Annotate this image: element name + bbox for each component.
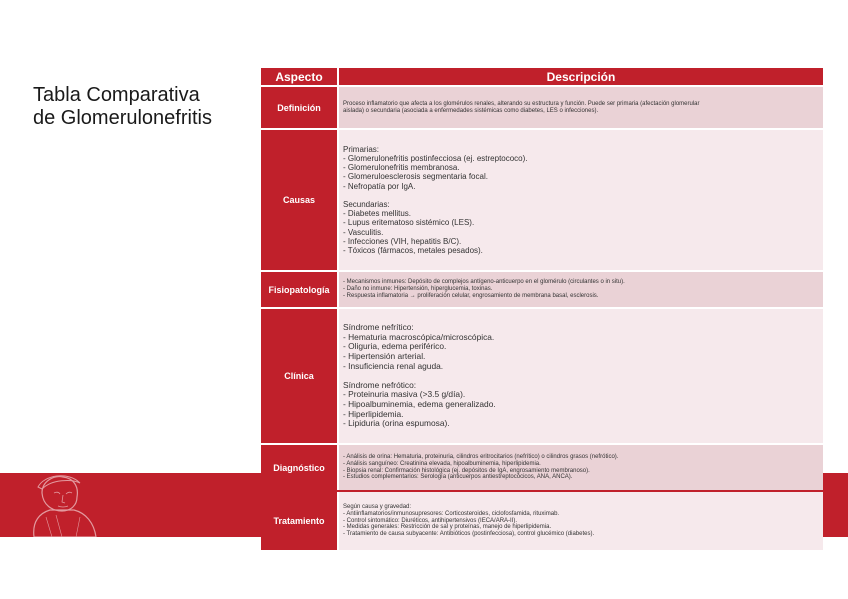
aspect-cell: Definición xyxy=(261,87,337,128)
description-line: - Tóxicos (fármacos, metales pesados). xyxy=(343,245,483,255)
description-line xyxy=(343,191,819,200)
description-cell xyxy=(337,445,823,490)
description-line: - Estudios complementarios: Serología (anticuerpos antiestreptocócicos, ANA, ANCA). xyxy=(343,474,573,481)
description-cell xyxy=(337,492,823,550)
description-line: - Oliguria, edema periférico. xyxy=(343,341,447,352)
description-line: - Antiinflamatorios/inmunosupresores: Corticosteroides, ciclofosfamida, rituximab. xyxy=(343,510,560,517)
description-line: - Diabetes mellitus. xyxy=(343,209,412,219)
description-cell xyxy=(337,130,823,270)
description-line: - Hipoalbuminemia, edema generalizado. xyxy=(343,399,496,410)
table-row xyxy=(261,130,823,270)
table-row xyxy=(261,87,823,128)
description-line: - Hematuria macroscópica/microscópica. xyxy=(343,331,495,342)
title-line-1: Tabla Comparativa xyxy=(33,84,200,106)
description-line: - Mecanismos inmunes: Depósito de complejos antígeno-anticuerpo en el glomérulo (circulantes o in situ). xyxy=(343,279,625,286)
description-line: - Vasculitis. xyxy=(343,227,384,237)
description-line: - Infecciones (VIH, hepatitis B/C). xyxy=(343,236,462,246)
portrait-logo xyxy=(16,473,116,537)
description-line: - Lipiduria (orina espumosa). xyxy=(343,418,450,429)
comparison-table xyxy=(261,66,823,552)
description-line: - Glomerulonefritis postinfecciosa (ej. estreptococo). xyxy=(343,154,528,164)
header-row xyxy=(261,68,823,85)
description-line: aislada) o secundaria (asociada a enfermedades sistémicas como diabetes, LES o infecciones). xyxy=(343,107,599,114)
description-line: - Respuesta inflamatoria → proliferación celular, engrosamiento de membrana basal, esclerosis. xyxy=(343,292,599,299)
description-line: Proceso inflamatorio que afecta a los glomérulos renales, alterando su estructura y función. Puede ser primaria (afectación glomerular xyxy=(343,100,700,107)
aspect-cell: Diagnóstico xyxy=(261,445,337,490)
aspect-cell: Tratamiento xyxy=(261,492,337,550)
description-line: - Medidas generales: Restricción de sal y proteínas, manejo de hiperlipidemia. xyxy=(343,524,552,531)
table-row xyxy=(261,309,823,443)
description-line: - Tratamiento de causa subyacente: Antibióticos (postinfecciosa), control glucémico (diabetes). xyxy=(343,531,595,538)
description-line: - Hiperlipidemia. xyxy=(343,408,404,419)
description-line: - Glomeruloesclerosis segmentaria focal. xyxy=(343,172,488,182)
description-line: - Glomerulonefritis membranosa. xyxy=(343,163,460,173)
description-line: Primarias: xyxy=(343,144,380,154)
description-cell xyxy=(337,87,823,128)
description-line: - Nefropatía por IgA. xyxy=(343,181,416,191)
aspect-cell: Causas xyxy=(261,130,337,270)
description-cell xyxy=(337,309,823,443)
table-row xyxy=(261,272,823,307)
description-line: - Insuficiencia renal aguda. xyxy=(343,360,444,371)
description-line: - Hipertensión arterial. xyxy=(343,350,426,361)
description-line: - Proteinuria masiva (>3.5 g/día). xyxy=(343,389,466,400)
description-line: - Control sintomático: Diuréticos, antihipertensivos (IECA/ARA-II). xyxy=(343,517,518,524)
table-row xyxy=(261,492,823,550)
description-cell xyxy=(337,272,823,307)
title-line-2: de Glomerulonefritis xyxy=(33,107,212,129)
description-line: Secundarias: xyxy=(343,200,390,209)
aspect-cell: Fisiopatología xyxy=(261,272,337,307)
description-line: Síndrome nefrótico: xyxy=(343,379,417,390)
description-line: - Lupus eritematoso sistémico (LES). xyxy=(343,218,475,228)
page-title xyxy=(33,84,253,130)
description-line: - Biopsia renal: Confirmación histológica (ej. depósitos de IgA, engrosamiento membranoso). xyxy=(343,467,590,474)
description-line: - Daño no inmune: Hipertensión, hiperglucemia, toxinas. xyxy=(343,286,493,293)
header-aspecto: Aspecto xyxy=(261,68,337,85)
portrait-illustration xyxy=(16,473,116,537)
description-line: Síndrome nefrítico: xyxy=(343,321,414,332)
description-line: Según causa y gravedad: xyxy=(343,503,412,510)
aspect-cell: Clínica xyxy=(261,309,337,443)
table-row xyxy=(261,445,823,490)
description-line: - Análisis sanguíneo: Creatinina elevada, hipoalbuminemia, hiperlipidemia. xyxy=(343,460,541,467)
description-line: - Análisis de orina: Hematuria, proteinuria, cilindros eritrocitarios (nefrítico) o cilindros grasos (nefrótico). xyxy=(343,453,619,460)
header-descripcion: Descripción xyxy=(337,68,823,85)
